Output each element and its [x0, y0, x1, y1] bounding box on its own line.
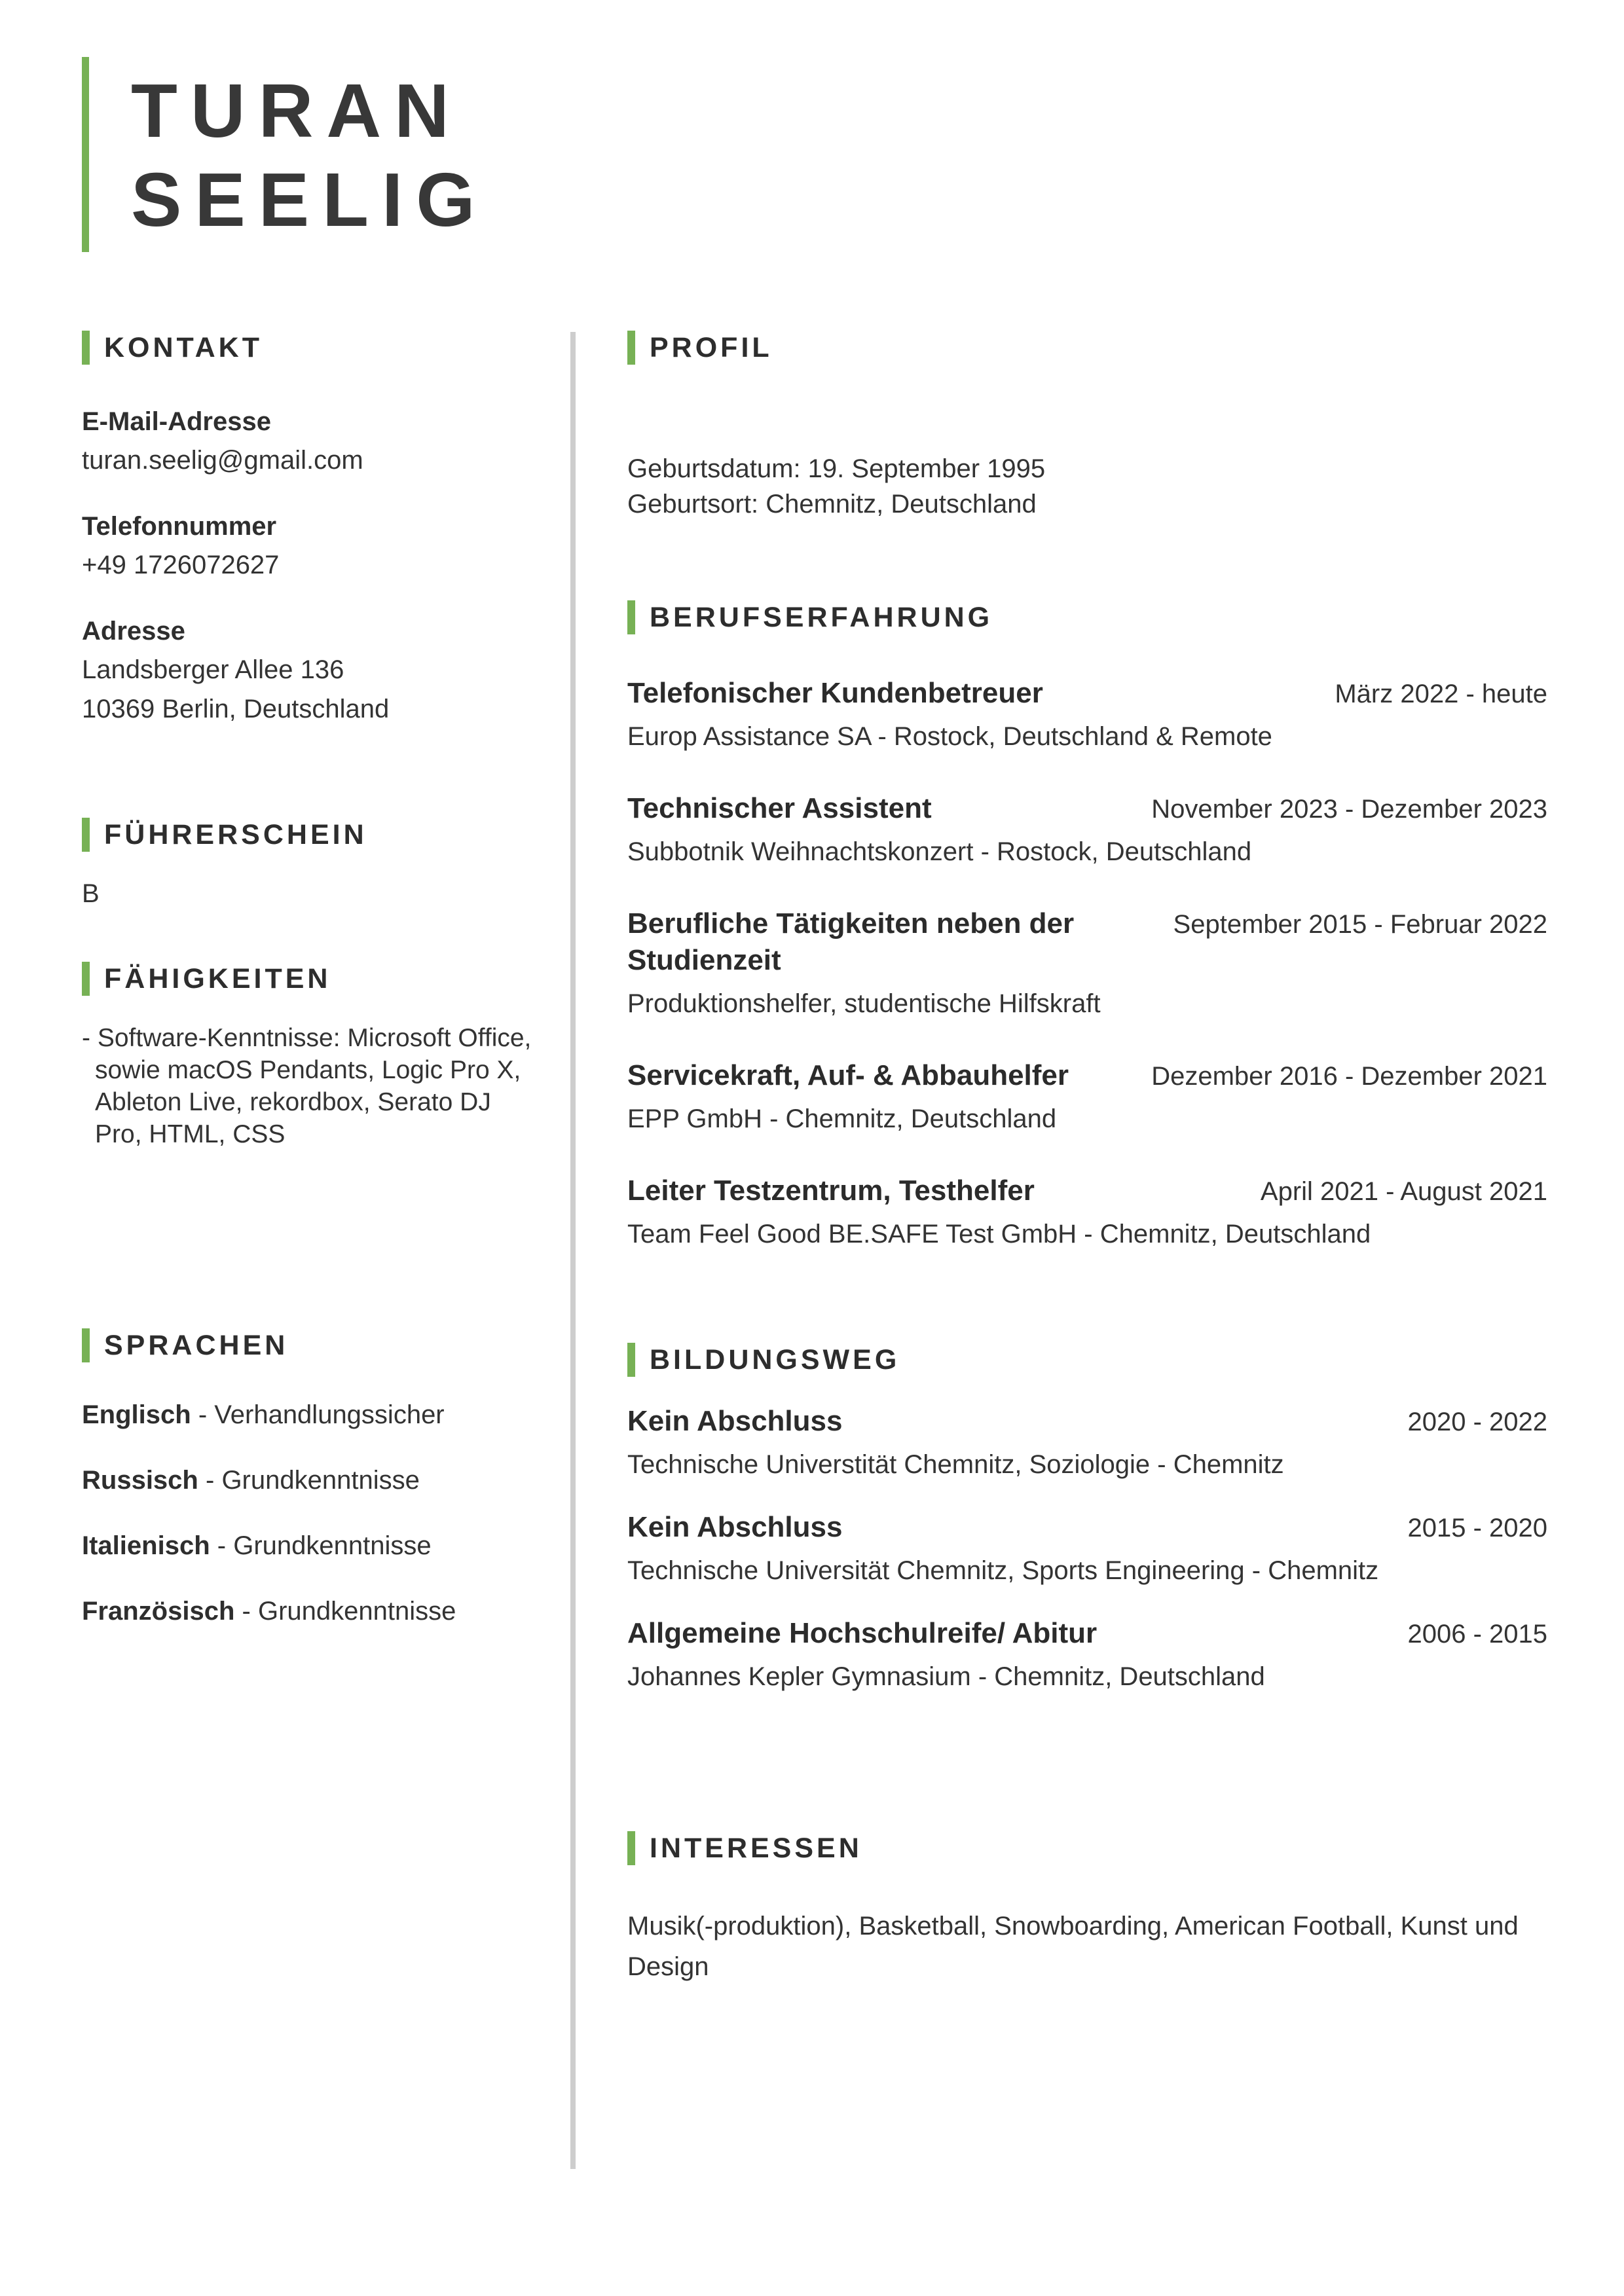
accent-bar [82, 962, 90, 996]
section-title: FÜHRERSCHEIN [104, 818, 367, 850]
job-title: Telefonischer Kundenbetreuer [627, 677, 1043, 709]
language-item [82, 1399, 544, 1430]
language-item [82, 1530, 544, 1561]
section-heading-kontakt [82, 331, 544, 365]
experience-entry [627, 1173, 1547, 1251]
job-organization: Produktionshelfer, studentische Hilfskraft [627, 989, 1101, 1018]
job-period: April 2021 - August 2021 [1260, 1177, 1547, 1206]
accent-bar [82, 1328, 90, 1362]
page-title [131, 66, 488, 244]
section-bildungsweg [627, 1343, 1547, 1694]
accent-bar [627, 600, 635, 634]
skills-list [82, 1022, 544, 1150]
language-level: Grundkenntnisse [257, 1597, 456, 1626]
contact-value-phone: +49 1726072627 [82, 551, 280, 579]
entry-header [627, 790, 1547, 827]
skill-item [82, 1022, 544, 1150]
education-period: 2006 - 2015 [1407, 1620, 1547, 1649]
section-title: INTERESSEN [650, 1832, 862, 1864]
section-heading-bildungsweg [627, 1343, 1547, 1377]
birth-place-line: Geburtsort: Chemnitz, Deutschland [627, 490, 1037, 519]
section-heading-interessen [627, 1831, 1547, 1865]
language-level: Grundkenntnisse [233, 1531, 432, 1560]
language-name: Französisch [82, 1597, 235, 1626]
section-title: KONTAKT [104, 331, 263, 363]
entry-header [627, 1173, 1547, 1209]
contact-value-address-line2: 10369 Berlin, Deutschland [82, 695, 390, 723]
profile-text [627, 451, 1547, 522]
education-entry [627, 1615, 1547, 1694]
section-heading-fuehrerschein [82, 818, 544, 852]
separator: - [205, 1466, 215, 1495]
name-block [82, 57, 488, 252]
section-faehigkeiten [82, 962, 544, 1150]
name-first: TURAN [131, 68, 462, 153]
entry-header [627, 1403, 1547, 1440]
section-heading-profil [627, 331, 1547, 365]
job-period: September 2015 - Februar 2022 [1173, 910, 1547, 939]
entry-header [627, 905, 1547, 979]
skill-text: Software-Kenntnisse: Microsoft Office, sowie macOS Pendants, Logic Pro X, Ableton Live, rekordbox, Serato DJ Pro, HTML, CSS [95, 1024, 532, 1148]
section-fuehrerschein [82, 818, 544, 909]
degree-title: Kein Abschluss [627, 1511, 843, 1543]
language-item [82, 1465, 544, 1496]
education-entry [627, 1403, 1547, 1482]
entry-header [627, 1057, 1547, 1094]
education-period: 2015 - 2020 [1407, 1514, 1547, 1542]
job-title: Technischer Assistent [627, 792, 932, 824]
contact-item-phone [82, 511, 544, 585]
education-institution: Technische Universität Chemnitz, Sports Engineering - Chemnitz [627, 1556, 1379, 1585]
contact-list [82, 407, 544, 729]
section-heading-sprachen [82, 1328, 544, 1362]
contact-label: Adresse [82, 617, 185, 646]
name-last: SEELIG [131, 157, 489, 242]
education-period: 2020 - 2022 [1407, 1408, 1547, 1436]
entry-header [627, 675, 1547, 712]
section-title: BERUFSERFAHRUNG [650, 601, 993, 633]
language-name: Englisch [82, 1400, 191, 1429]
language-level: Grundkenntnisse [221, 1466, 420, 1495]
interests-text: Musik(-produktion), Basketball, Snowboarding, American Football, Kunst und Design [627, 1912, 1519, 1981]
language-name: Russisch [82, 1466, 198, 1495]
section-title: SPRACHEN [104, 1329, 289, 1361]
experience-entry [627, 905, 1547, 1021]
bullet: - [82, 1024, 90, 1052]
entry-header [627, 1509, 1547, 1546]
accent-bar [627, 1831, 635, 1865]
job-organization: Europ Assistance SA - Rostock, Deutschland & Remote [627, 722, 1272, 751]
separator: - [217, 1531, 227, 1560]
degree-title: Allgemeine Hochschulreife/ Abitur [627, 1617, 1098, 1649]
accent-bar [82, 818, 90, 852]
experience-entries [627, 675, 1547, 1251]
section-interessen [627, 1831, 1547, 1987]
section-kontakt [82, 331, 544, 729]
degree-title: Kein Abschluss [627, 1405, 843, 1437]
language-level: Verhandlungssicher [214, 1400, 445, 1429]
contact-value-address-line1: Landsberger Allee 136 [82, 655, 344, 684]
experience-entry [627, 675, 1547, 754]
section-heading-faehigkeiten [82, 962, 544, 996]
separator: - [198, 1400, 208, 1429]
section-heading-berufserfahrung [627, 600, 1547, 634]
accent-bar [627, 1343, 635, 1377]
job-organization: Subbotnik Weihnachtskonzert - Rostock, Deutschland [627, 837, 1252, 866]
driving-license-value: B [82, 879, 100, 908]
column-divider [570, 332, 576, 2169]
left-column [82, 331, 544, 1661]
section-title: PROFIL [650, 331, 773, 363]
birth-date-line: Geburtsdatum: 19. September 1995 [627, 454, 1046, 483]
job-period: November 2023 - Dezember 2023 [1151, 795, 1547, 824]
job-period: Dezember 2016 - Dezember 2021 [1151, 1062, 1547, 1091]
language-name: Italienisch [82, 1531, 210, 1560]
language-list [82, 1399, 544, 1627]
education-institution: Johannes Kepler Gymnasium - Chemnitz, Deutschland [627, 1662, 1265, 1691]
job-title: Servicekraft, Auf- & Abbauhelfer [627, 1059, 1069, 1091]
job-title: Leiter Testzentrum, Testhelfer [627, 1175, 1035, 1207]
language-item [82, 1595, 544, 1627]
contact-value-email: turan.seelig@gmail.com [82, 446, 363, 475]
entry-header [627, 1615, 1547, 1652]
job-title: Berufliche Tätigkeiten neben der Studienzeit [627, 907, 1075, 976]
right-column [627, 331, 1547, 1987]
section-title: BILDUNGSWEG [650, 1343, 900, 1376]
job-organization: Team Feel Good BE.SAFE Test GmbH - Chemnitz, Deutschland [627, 1220, 1371, 1248]
job-organization: EPP GmbH - Chemnitz, Deutschland [627, 1104, 1057, 1133]
experience-entry [627, 790, 1547, 869]
contact-label: Telefonnummer [82, 512, 277, 541]
experience-entry [627, 1057, 1547, 1136]
section-title: FÄHIGKEITEN [104, 962, 331, 994]
contact-item-email [82, 407, 544, 480]
job-period: März 2022 - heute [1335, 680, 1547, 708]
education-institution: Technische Universtität Chemnitz, Soziologie - Chemnitz [627, 1450, 1284, 1479]
header [82, 57, 488, 252]
education-entries [627, 1403, 1547, 1694]
contact-item-address [82, 616, 544, 729]
contact-label: E-Mail-Adresse [82, 407, 271, 436]
section-profil [627, 331, 1547, 522]
section-sprachen [82, 1328, 544, 1627]
section-berufserfahrung [627, 600, 1547, 1251]
accent-bar [627, 331, 635, 365]
education-entry [627, 1509, 1547, 1588]
separator: - [242, 1597, 251, 1626]
accent-bar [82, 331, 90, 365]
